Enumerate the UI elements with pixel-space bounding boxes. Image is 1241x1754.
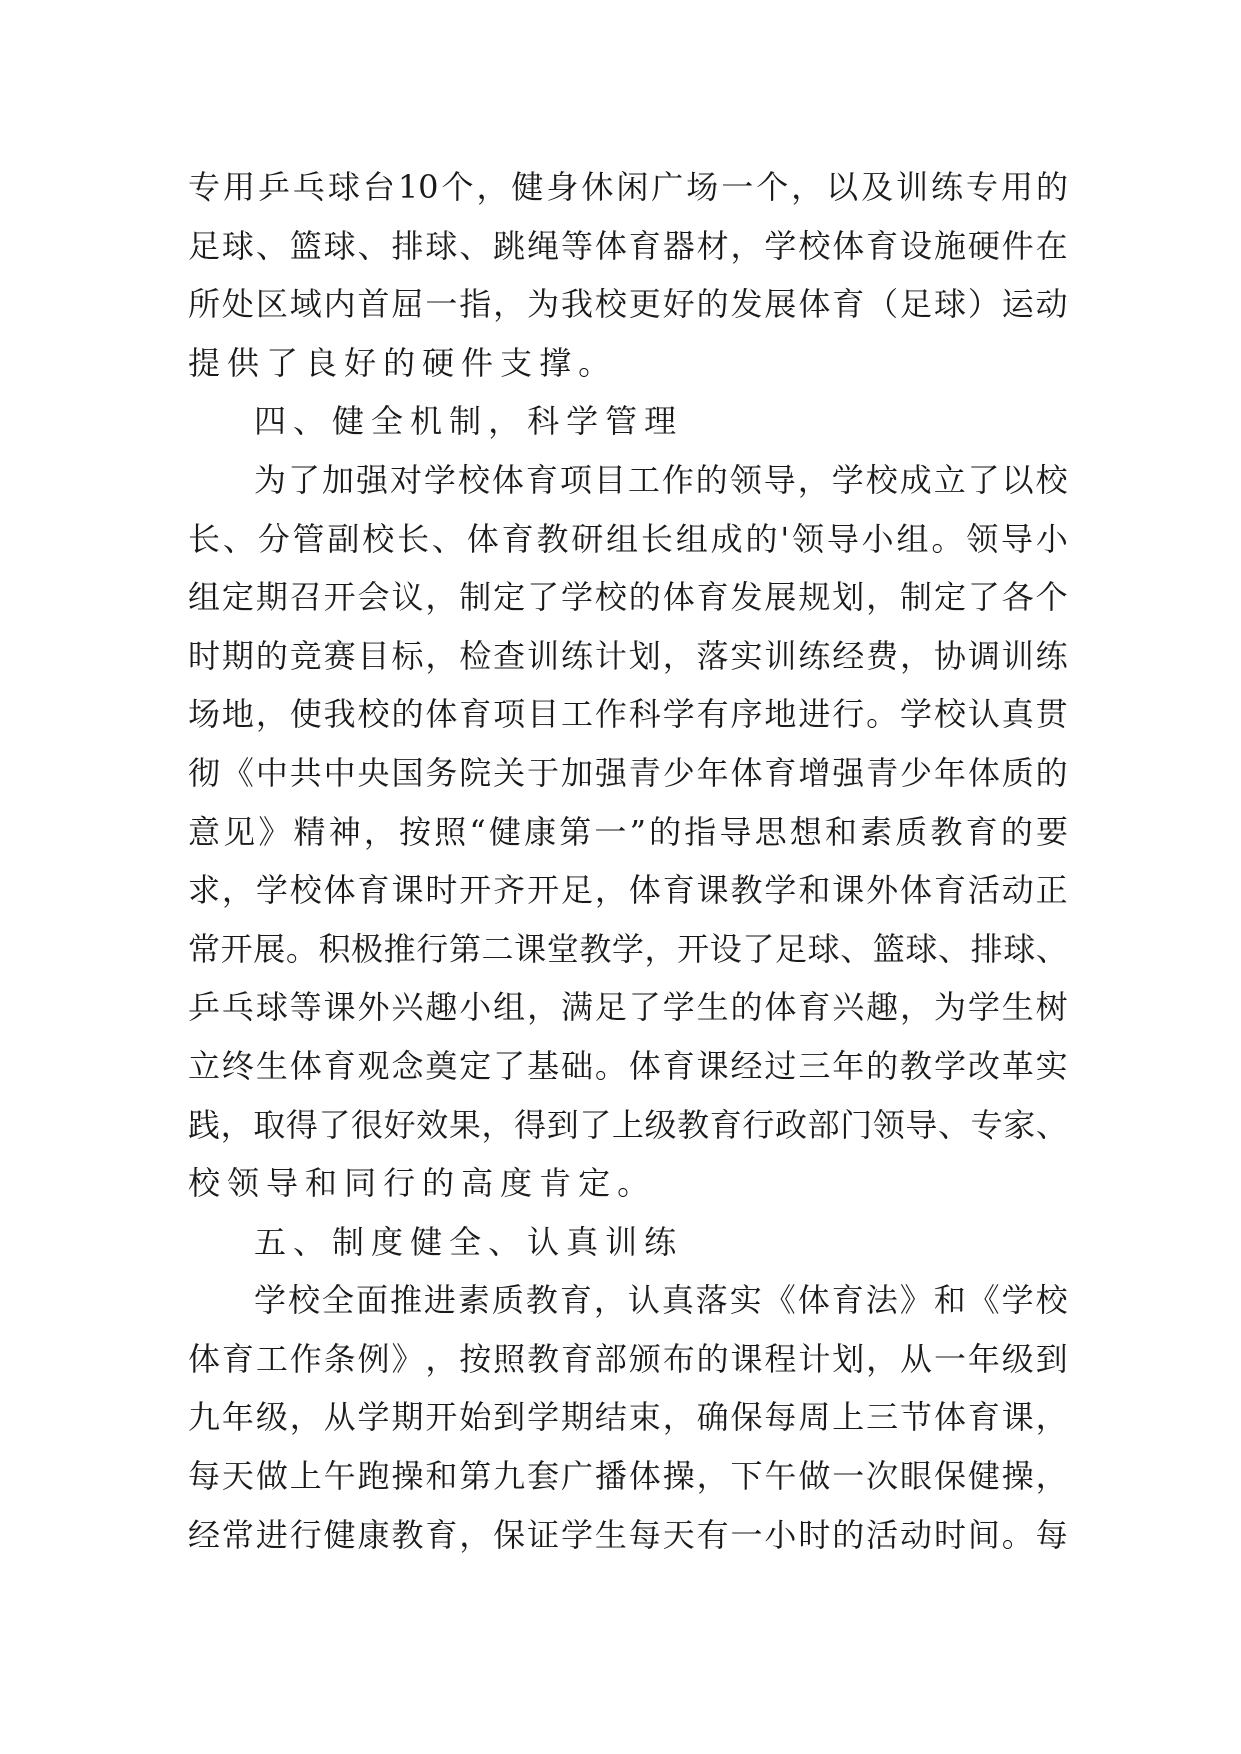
text-line: 时 期 的 竞 赛 目 标 ， 检 查 训 练 计 划 ， 落 实 训 练 经 费 ， 协 调 训 练 (188, 636, 1068, 675)
text-line: 足 球 、 篮 球 、 排 球 、 跳 绳 等 体 育 器 材 ， 学 校 体 育 设 施 硬 件 在 (188, 226, 1068, 265)
text-line: 五 、 制 度 健 全 、 认 真 训 练 (254, 1222, 677, 1261)
text-line: 提 供 了 良 好 的 硬 件 支 撑 。 (188, 343, 611, 382)
body-text (188, 158, 1068, 1564)
text-line: 学 校 全 面 推 进 素 质 教 育 ， 认 真 落 实 《 体 育 法 》 和 《 学 校 (254, 1281, 1068, 1320)
text-line: 长 、 分 管 副 校 长 、 体 育 教 研 组 长 组 成 的 ' 领 导 小 组 。 领 导 小 (188, 519, 1068, 558)
text-line: 彻 《 中 共 中 央 国 务 院 关 于 加 强 青 少 年 体 育 增 强 青 少 年 体 质 的 (188, 753, 1068, 792)
text-line: 体 育 工 作 条 例 》 ， 按 照 教 育 部 颁 布 的 课 程 计 划 ， 从 一 年 级 到 (188, 1339, 1068, 1378)
text-line: 九 年 级 ， 从 学 期 开 始 到 学 期 结 束 ， 确 保 每 周 上 三 节 体 育 课 ， (188, 1398, 1068, 1437)
text-line: 每 天 做 上 午 跑 操 和 第 九 套 广 播 体 操 ， 下 午 做 一 次 眼 保 健 操 ， (188, 1457, 1068, 1496)
text-line: 所 处 区 域 内 首 屈 一 指 ， 为 我 校 更 好 的 发 展 体 育 （ 足 球 ） 运 动 (188, 285, 1068, 324)
text-line: 为 了 加 强 对 学 校 体 育 项 目 工 作 的 领 导 ， 学 校 成 立 了 以 校 (254, 460, 1068, 499)
text-line: 求 ， 学 校 体 育 课 时 开 齐 开 足 ， 体 育 课 教 学 和 课 外 体 育 活 动 正 (188, 871, 1068, 910)
text-line: 校 领 导 和 同 行 的 高 度 肯 定 。 (188, 1164, 650, 1203)
text-line: 意 见 》 精 神 ， 按 照 “ 健 康 第 一 ” 的 指 导 思 想 和 素 质 教 育 的 要 (188, 812, 1068, 851)
text-line: 场 地 ， 使 我 校 的 体 育 项 目 工 作 科 学 有 序 地 进 行 。 学 校 认 真 贯 (188, 695, 1068, 734)
text-line: 践 ， 取 得 了 很 好 效 果 ， 得 到 了 上 级 教 育 行 政 部 门 领 导 、 专 家 、 (188, 1105, 1068, 1144)
text-line: 经 常 进 行 健 康 教 育 ， 保 证 学 生 每 天 有 一 小 时 的 活 动 时 间 。 每 (188, 1515, 1068, 1554)
text-line: 专 用 乒 乓 球 台 10 个 ， 健 身 休 闲 广 场 一 个 ， 以 及 训 练 专 用 的 (188, 168, 1068, 206)
text-line: 四 、 健 全 机 制 ， 科 学 管 理 (254, 402, 677, 441)
text-line: 组 定 期 召 开 会 议 ， 制 定 了 学 校 的 体 育 发 展 规 划 ， 制 定 了 各 个 (188, 578, 1068, 617)
text-line: 乒 乓 球 等 课 外 兴 趣 小 组 ， 满 足 了 学 生 的 体 育 兴 趣 ， 为 学 生 树 (188, 988, 1068, 1027)
text-line: 常 开 展 。 积 极 推 行 第 二 课 堂 教 学 ， 开 设 了 足 球 、 篮 球 、 排 球 、 (188, 929, 1068, 968)
text-line: 立 终 生 体 育 观 念 奠 定 了 基 础 。 体 育 课 经 过 三 年 的 教 学 改 革 实 (188, 1046, 1068, 1085)
